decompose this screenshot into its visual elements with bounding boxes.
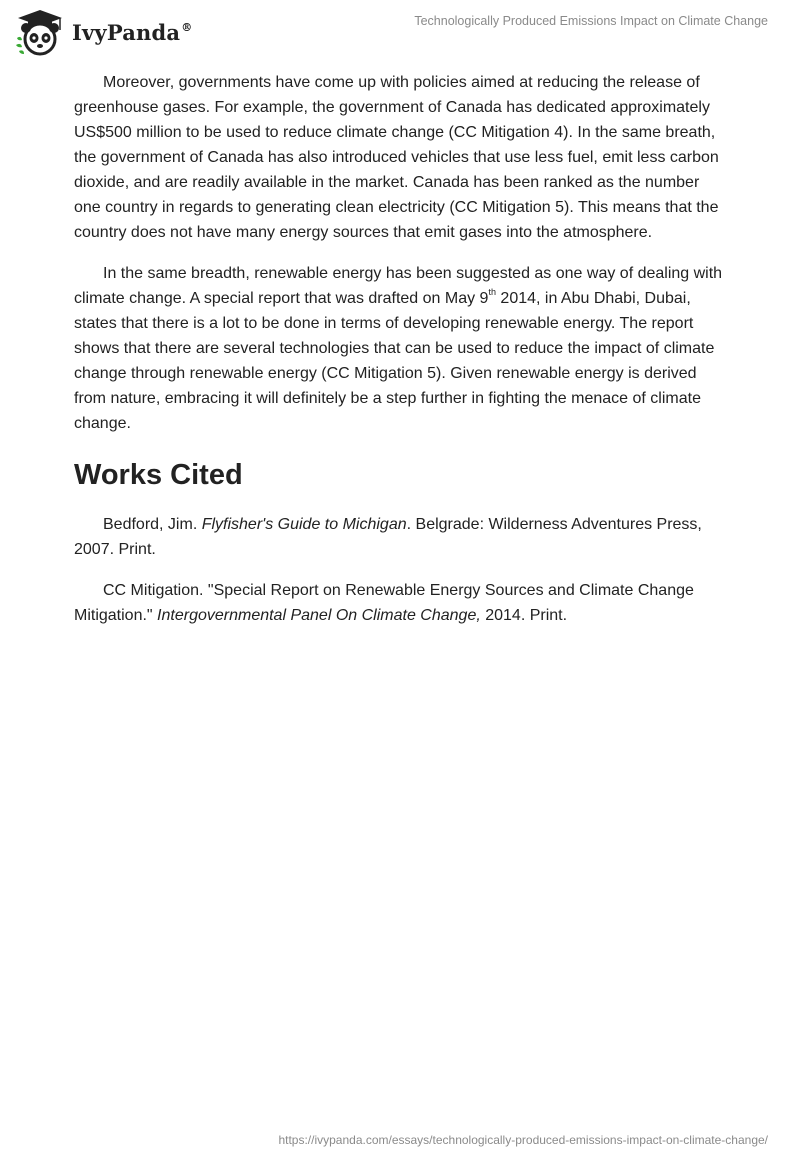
- essay-content: [74, 70, 726, 644]
- panda-graduation-cap-icon: [14, 8, 66, 56]
- brand-name: IvyPanda®: [72, 19, 193, 45]
- citation-entry: Bedford, Jim. Flyfisher's Guide to Michigan. Belgrade: Wilderness Adventures Press, 2007. Print.: [74, 516, 702, 558]
- works-cited-heading: Works Cited: [74, 459, 243, 491]
- paragraph-renewable-energy: In the same breadth, renewable energy has been suggested as one way of dealing with climate change. A special report that was drafted on May 9th 2014, in Abu Dhabi, Dubai, states that there is a lot to be done in terms of developing renewable energy. The report shows that there are several technologies that can be used to reduce the impact of climate change through renewable energy (CC Mitigation 5). Given renewable energy is derived from nature, embracing it will definitely be a step further in fighting the menace of climate change.: [74, 265, 723, 432]
- citation-entry: CC Mitigation. "Special Report on Renewable Energy Sources and Climate Change Mitigation." Intergovernmental Panel On Climate Change, 2014. Print.: [74, 582, 694, 624]
- page-header: [0, 0, 800, 70]
- ordinal-suffix: th: [488, 287, 496, 297]
- paragraph-government-policies: Moreover, governments have come up with policies aimed at reducing the release of greenhouse gases. For example, the government of Canada has dedicated approximately US$500 million to be used to reduce climate change (CC Mitigation 4). In the same breath, the government of Canada has also introduced vehicles that use less fuel, emit less carbon dioxide, and are readily available in the market. Canada has been ranked as the number one country in regards to generating clean electricity (CC Mitigation 5). This means that the country does not have many energy sources that emit gases into the atmosphere.: [74, 74, 719, 241]
- ivypanda-logo[interactable]: [14, 8, 192, 56]
- source-url-link[interactable]: https://ivypanda.com/essays/technologically-produced-emissions-impact-on-climate-change/: [278, 1133, 768, 1147]
- document-title: Technologically Produced Emissions Impact on Climate Change: [414, 14, 768, 28]
